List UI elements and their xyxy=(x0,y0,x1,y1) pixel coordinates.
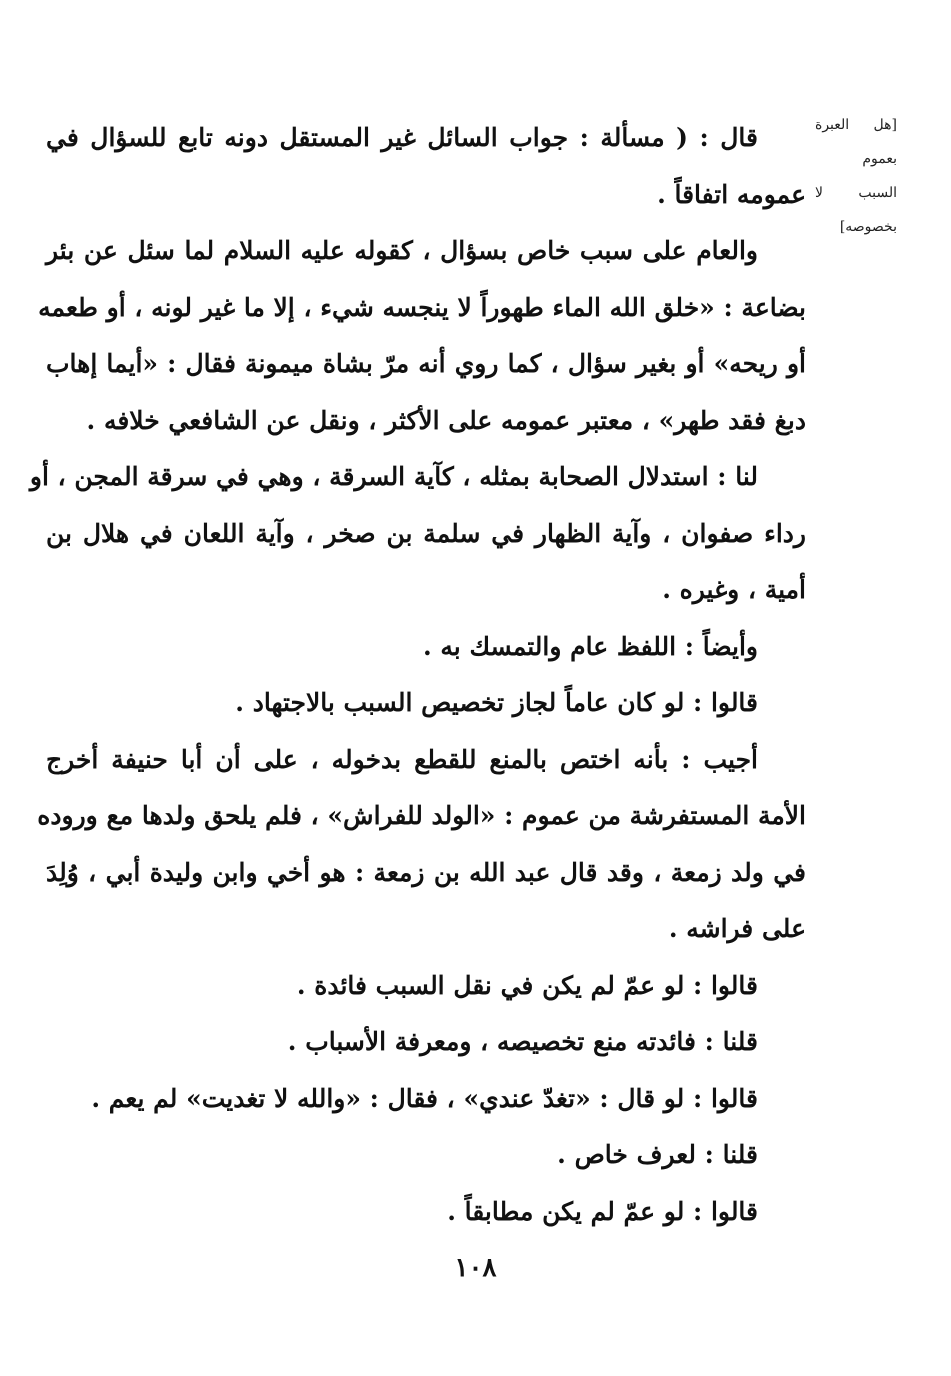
paragraph-answer xyxy=(37,732,806,958)
text-line: قالوا : لو قال : «تغدّ عندي» ، فقال : «والله لا تغديت» لم يعم . xyxy=(91,1083,758,1113)
text-line: على فراشه . xyxy=(668,914,806,943)
paragraph-they-said-3 xyxy=(46,1071,806,1128)
text-line: أمية ، وغيره . xyxy=(662,575,806,604)
text-line: قالوا : لو عمّ لم يكن في نقل السبب فائدة . xyxy=(296,970,758,1000)
text-line: قلنا : فائدته منع تخصيصه ، ومعرفة الأسباب . xyxy=(287,1027,758,1056)
paragraph-issue xyxy=(46,110,806,223)
margin-note-line: [هل العبرة xyxy=(815,117,897,133)
text-line: والعام على سبب خاص بسؤال ، كقوله عليه السلام لما سئل عن بئر xyxy=(46,236,758,265)
text-line: قلنا : لعرف خاص . xyxy=(557,1140,758,1169)
paragraph-also xyxy=(46,619,806,676)
text-line: الأمة المستفرشة من عموم : «الولد للفراش» ، فلم يلحق ولدها مع وروده xyxy=(37,801,806,830)
text-line: رداء صفوان ، وآية الظهار في سلمة بن صخر ، وآية اللعان في هلال بن xyxy=(46,518,806,548)
paragraph-we-said-1 xyxy=(46,1014,806,1071)
text-line: قال : ( مسألة : جواب السائل غير المستقل دونه تابع للسؤال في xyxy=(46,123,758,152)
margin-note-line: بعموم xyxy=(862,151,897,167)
text-line: قالوا : لو كان عاماً لجاز تخصيص السبب بالاجتهاد . xyxy=(235,688,758,717)
main-text xyxy=(29,110,806,1240)
paragraph-they-said-2 xyxy=(46,958,806,1015)
text-line: قالوا : لو عمّ لم يكن مطابقاً . xyxy=(447,1196,758,1226)
text-line: لنا : استدلال الصحابة بمثله ، كآية السرقة ، وهي في سرقة المجن ، أو xyxy=(29,462,758,491)
text-line: في ولد زمعة ، وقد قال عبد الله بن زمعة : هو أخي وابن وليدة أبي ، وُلِدَ xyxy=(46,857,806,887)
text-line: عمومه اتفاقاً . xyxy=(657,179,806,209)
text-line: أجيب : بأنه اختص بالمنع للقطع بدخوله ، على أن أبا حنيفة أخرج xyxy=(46,744,758,774)
text-line: دبغ فقد طهر» ، معتبر عمومه على الأكثر ، ونقل عن الشافعي خلافه . xyxy=(86,405,806,435)
margin-note-line: السبب لا xyxy=(815,185,897,201)
text-line: بضاعة : «خلق الله الماء طهوراً لا ينجسه شيء ، إلا ما غير لونه ، أو طعمه xyxy=(38,292,806,322)
paragraph-we-said-2 xyxy=(46,1127,806,1184)
paragraph-our-evidence xyxy=(29,449,806,619)
page-number: ١٠٨ xyxy=(454,1253,497,1283)
text-line: وأيضاً : اللفظ عام والتمسك به . xyxy=(422,631,758,661)
paragraph-they-said-4 xyxy=(46,1184,806,1241)
margin-note-line: بخصوصه] xyxy=(839,219,897,235)
paragraph-general-on-cause xyxy=(38,223,806,449)
paragraph-they-said-1 xyxy=(46,675,806,732)
margin-note xyxy=(815,108,897,244)
text-line: أو ريحه» أو بغير سؤال ، كما روي أنه مرّ بشاة ميمونة فقال : «أيما إهاب xyxy=(46,349,806,378)
